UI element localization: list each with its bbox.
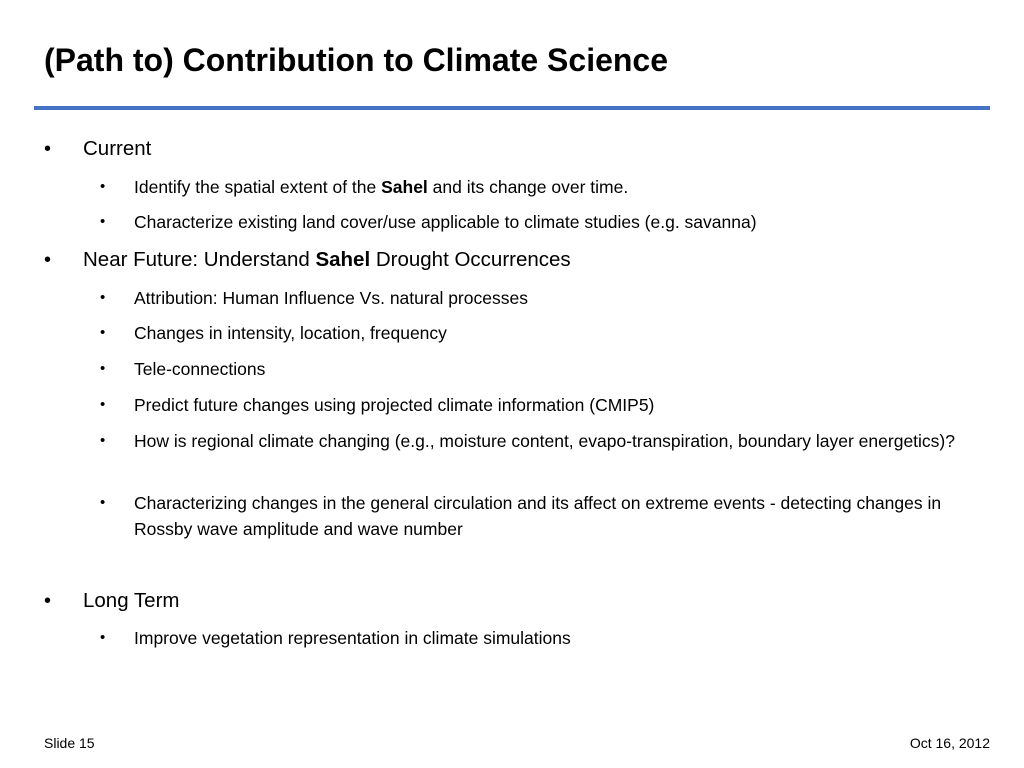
bullet-dot: •	[100, 432, 106, 449]
sub-bullet-text: Attribution: Human Influence Vs. natural processes	[134, 288, 528, 308]
sub-bullet-spatial-extent	[100, 174, 964, 200]
bullet-near-future-text: Near Future: Understand	[83, 248, 316, 271]
sub-bullet-teleconnections	[100, 356, 964, 382]
bullet-dot: •	[100, 289, 106, 306]
bullet-near-future-bold: Sahel	[315, 248, 371, 271]
sub-bullet-text: Predict future changes using projected climate information (CMIP5)	[134, 395, 655, 415]
bullet-dot: •	[44, 249, 52, 271]
sub-bullet-text: Tele-connections	[134, 359, 266, 379]
bullet-dot: •	[100, 213, 106, 230]
slide-date: Oct 16, 2012	[909, 735, 990, 751]
bullet-dot: •	[100, 178, 106, 195]
sub-bullet-text: How is regional climate changing (e.g., moisture content, evapo-transpiration, boundary layer energetics)?	[134, 431, 955, 451]
bullet-dot: •	[100, 494, 106, 511]
bullet-near-future	[44, 247, 963, 273]
sub-bullet-bold-sahel: Sahel	[381, 177, 428, 197]
sub-bullet-text: Characterizing changes in the general circulation and its affect on extreme events - detecting changes in Rossby wave amplitude and wave number	[134, 493, 942, 539]
sub-bullet-text: Improve vegetation representation in climate simulations	[134, 628, 571, 648]
bullet-dot: •	[100, 396, 106, 413]
sub-bullet-regional-climate	[100, 428, 964, 454]
bullet-dot: •	[100, 324, 106, 341]
sub-bullet-text: Identify the spatial extent of the	[134, 177, 382, 197]
bullet-near-future-text-end: Drought Occurrences	[370, 248, 571, 271]
bullet-current-text: Current	[83, 137, 152, 160]
sub-bullet-vegetation	[100, 625, 964, 651]
slide-number: Slide 15	[44, 735, 95, 751]
bullet-dot: •	[44, 590, 52, 612]
slide-title: (Path to) Contribution to Climate Science	[44, 42, 669, 78]
bullet-dot: •	[100, 360, 106, 377]
bullet-long-term	[44, 588, 963, 614]
bullet-current	[44, 136, 963, 162]
sub-bullet-text: and its change over time.	[427, 177, 629, 197]
sub-bullet-text: Changes in intensity, location, frequency	[134, 323, 447, 343]
sub-bullet-predict	[100, 392, 964, 418]
sub-bullet-changes	[100, 320, 964, 346]
bullet-long-term-text: Long Term	[83, 589, 180, 612]
bullet-dot: •	[44, 138, 52, 160]
sub-bullet-general-circulation	[100, 490, 964, 542]
sub-bullet-land-cover	[100, 209, 964, 235]
bullet-dot: •	[100, 629, 106, 646]
sub-bullet-text: Characterize existing land cover/use applicable to climate studies (e.g. savanna)	[134, 212, 757, 232]
sub-bullet-attribution	[100, 285, 964, 311]
